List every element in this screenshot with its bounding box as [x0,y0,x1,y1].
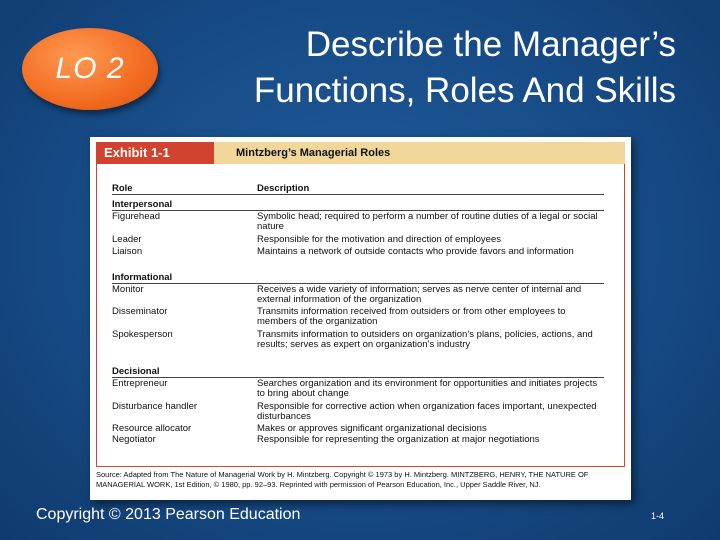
role-name: Spokesperson [112,329,173,340]
role-name: Liaison [112,246,143,257]
role-description: Makes or approves significant organizational decisions [257,423,487,434]
role-description: Receives a wide variety of information; serves as nerve center of internal and external information of the organization [257,284,582,305]
group-heading: Interpersonal [112,199,173,210]
exhibit-source: Source: Adapted from The Nature of Managerial Work by H. Mintzberg. Copyright © 1973 by H. Mintzberg. MINTZBERG, HENRY, THE NATURE OF MANAGERIAL WORK, 1st Edition, © 1980, pp. 92–93. Reprinted with permission of Pearson Education, Inc., Upper Saddle River, NJ. [96,470,589,489]
role-name: Negotiator [112,434,156,445]
copyright: Copyright © 2013 Pearson Education [36,506,301,523]
role-description: Responsible for representing the organization at major negotiations [257,434,540,445]
role-name: Disturbance handler [112,401,198,412]
exhibit-label: Exhibit 1-1 [96,142,214,164]
page-number: 1-4 [651,511,665,521]
lo-badge [22,28,158,110]
role-name: Disseminator [112,306,168,317]
role-description: Responsible for corrective action when organization faces important, unexpected disturbances [257,401,597,422]
exhibit-figure [90,137,631,500]
role-name: Figurehead [112,211,161,222]
role-description: Maintains a network of outside contacts who provide favors and information [257,246,574,257]
role-description: Responsible for the motivation and direction of employees [257,234,501,245]
exhibit-header [96,142,625,164]
group-heading: Informational [112,272,173,283]
column-header-role: Role [112,183,133,194]
header-rule [112,194,604,195]
role-description: Transmits information received from outsiders or from other employees to members of the organization [257,306,566,327]
role-description: Symbolic head; required to perform a number of routine duties of a legal or social nature [257,211,598,232]
role-description: Transmits information to outsiders on organization’s plans, policies, actions, and results; serves as expert on organization’s industry [257,329,593,350]
slide-title [156,22,676,114]
lo-label: LO 2 [55,52,125,85]
group-heading: Decisional [112,366,160,377]
exhibit-title: Mintzberg’s Managerial Roles [236,147,391,159]
role-description: Searches organization and its environment for opportunities and initiates projects to bring about change [257,378,598,399]
role-name: Resource allocator [112,423,192,434]
slide-title-line-1: Describe the Manager’s [305,25,676,64]
role-name: Entrepreneur [112,378,168,389]
column-header-description: Description [257,183,310,194]
role-name: Leader [112,234,142,245]
role-name: Monitor [112,284,144,295]
slide-title-line-2: Functions, Roles And Skills [253,71,676,110]
